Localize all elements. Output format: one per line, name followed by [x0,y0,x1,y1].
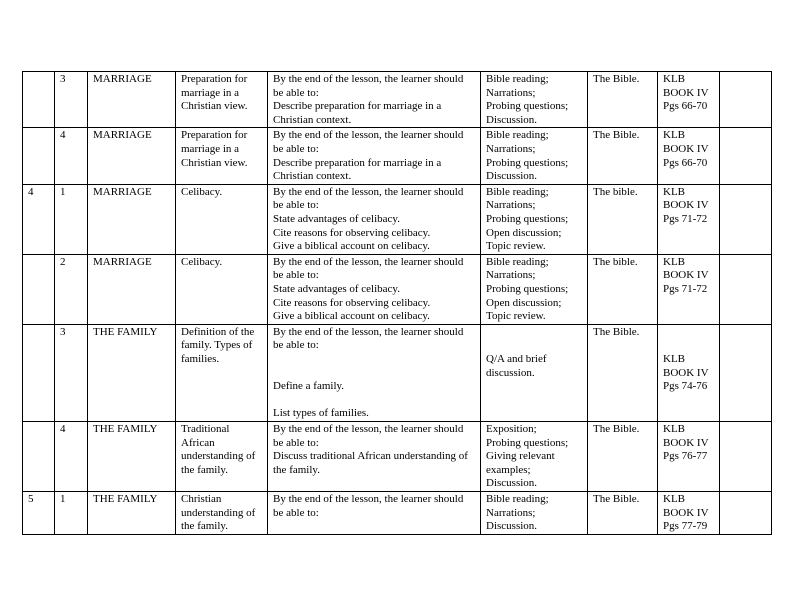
scheme-of-work-table [22,71,772,535]
table-row [23,128,772,184]
activities-cell: Bible reading; Narrations; Probing questions; Open discussion; Topic review. [481,254,588,324]
table-row [23,421,772,491]
week-cell: 5 [23,491,55,534]
references-cell: KLB BOOK IV Pgs 71-72 [658,254,720,324]
activities-cell: Exposition; Probing questions; Giving relevant examples; Discussion. [481,421,588,491]
activities-cell: Q/A and brief discussion. [481,324,588,421]
lesson-cell: 4 [55,128,88,184]
objectives-cell: By the end of the lesson, the learner should be able to: State advantages of celibacy. Cite reasons for observing celibacy. Give a biblical account on celibacy. [268,184,481,254]
activities-cell: Bible reading; Narrations; Probing questions; Discussion. [481,72,588,128]
week-cell [23,128,55,184]
table-row [23,72,772,128]
subtopic-cell: Celibacy. [176,184,268,254]
topic-cell: MARRIAGE [88,254,176,324]
references-cell: KLB BOOK IV Pgs 77-79 [658,491,720,534]
topic-cell: MARRIAGE [88,72,176,128]
references-cell: KLB BOOK IV Pgs 76-77 [658,421,720,491]
activities-cell: Bible reading; Narrations; Probing questions; Open discussion; Topic review. [481,184,588,254]
objectives-cell: By the end of the lesson, the learner should be able to: [268,491,481,534]
week-cell [23,421,55,491]
remarks-cell [720,184,772,254]
week-cell [23,324,55,421]
week-cell [23,254,55,324]
objectives-cell: By the end of the lesson, the learner should be able to: Describe preparation for marriage in a Christian context. [268,72,481,128]
subtopic-cell: Christian understanding of the family. [176,491,268,534]
activities-cell: Bible reading; Narrations; Probing questions; Discussion. [481,128,588,184]
lesson-cell: 1 [55,491,88,534]
subtopic-cell: Traditional African understanding of the family. [176,421,268,491]
table-row [23,491,772,534]
resources-cell: The bible. [588,254,658,324]
objectives-cell: By the end of the lesson, the learner should be able to: Define a family. List types of families. [268,324,481,421]
objectives-cell: By the end of the lesson, the learner should be able to: Describe preparation for marriage in a Christian context. [268,128,481,184]
references-cell: KLB BOOK IV Pgs 74-76 [658,324,720,421]
resources-cell: The Bible. [588,491,658,534]
subtopic-cell: Preparation for marriage in a Christian view. [176,72,268,128]
lesson-cell: 3 [55,324,88,421]
remarks-cell [720,254,772,324]
table-row [23,184,772,254]
topic-cell: MARRIAGE [88,128,176,184]
resources-cell: The Bible. [588,324,658,421]
references-cell: KLB BOOK IV Pgs 71-72 [658,184,720,254]
week-cell [23,72,55,128]
references-cell: KLB BOOK IV Pgs 66-70 [658,72,720,128]
remarks-cell [720,491,772,534]
resources-cell: The Bible. [588,72,658,128]
table-row [23,254,772,324]
subtopic-cell: Preparation for marriage in a Christian view. [176,128,268,184]
topic-cell: THE FAMILY [88,324,176,421]
table-row [23,324,772,421]
objectives-cell: By the end of the lesson, the learner should be able to: State advantages of celibacy. Cite reasons for observing celibacy. Give a biblical account on celibacy. [268,254,481,324]
topic-cell: THE FAMILY [88,421,176,491]
week-cell: 4 [23,184,55,254]
objectives-cell: By the end of the lesson, the learner should be able to: Discuss traditional African understanding of the family. [268,421,481,491]
remarks-cell [720,421,772,491]
lesson-cell: 2 [55,254,88,324]
references-cell: KLB BOOK IV Pgs 66-70 [658,128,720,184]
resources-cell: The bible. [588,184,658,254]
activities-cell: Bible reading; Narrations; Discussion. [481,491,588,534]
lesson-cell: 3 [55,72,88,128]
topic-cell: MARRIAGE [88,184,176,254]
resources-cell: The Bible. [588,128,658,184]
resources-cell: The Bible. [588,421,658,491]
lesson-cell: 1 [55,184,88,254]
topic-cell: THE FAMILY [88,491,176,534]
remarks-cell [720,72,772,128]
remarks-cell [720,324,772,421]
lesson-cell: 4 [55,421,88,491]
subtopic-cell: Definition of the family. Types of families. [176,324,268,421]
subtopic-cell: Celibacy. [176,254,268,324]
remarks-cell [720,128,772,184]
